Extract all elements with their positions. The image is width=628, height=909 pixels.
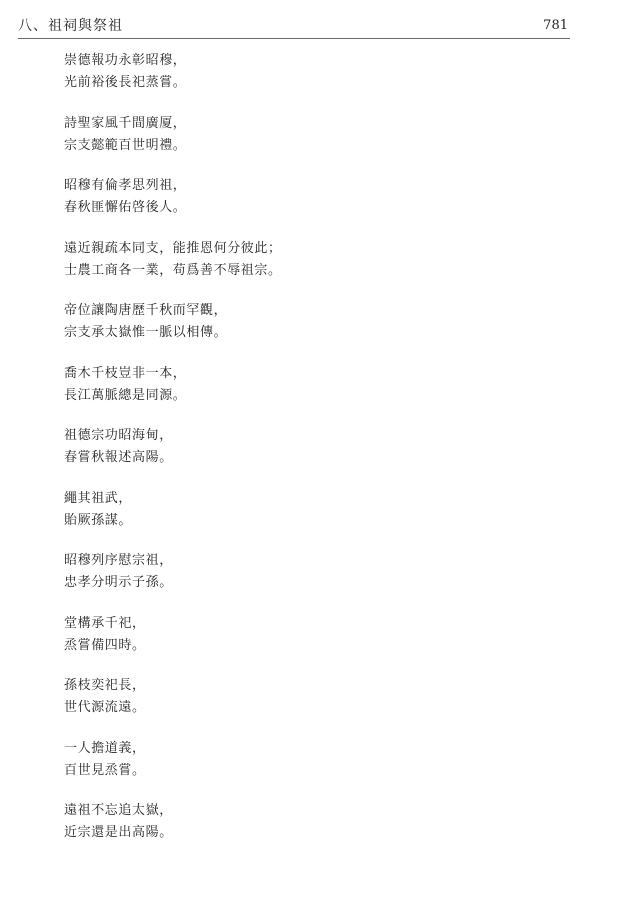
couplet-second-line: 光前裕後長祀蒸嘗。 [64, 75, 187, 90]
couplet [64, 550, 584, 613]
couplet-first-line: 帝位讓陶唐歷千秋而罕觀， [64, 303, 228, 318]
couplet-first-line: 崇德報功永彰昭穆， [64, 53, 187, 68]
couplet [64, 488, 584, 551]
couplet-first-line: 喬木千枝豈非一本， [64, 365, 187, 381]
couplet-second-line: 世代源流遠。 [64, 700, 146, 715]
couplet-first-line: 祖德宗功昭海甸， [64, 428, 173, 443]
chapter-title: 八、祖祠與祭祖 [18, 18, 123, 34]
couplet [64, 50, 584, 113]
couplet-second-line: 百世見烝嘗。 [64, 762, 146, 778]
couplet [64, 238, 584, 301]
couplet-second-line: 宗支承太嶽惟一脈以相傳。 [64, 325, 228, 340]
couplet-second-line: 貽厥孫謀。 [64, 512, 133, 528]
couplet-first-line: 昭穆有倫孝思列祖， [64, 178, 187, 193]
couplet-first-line: 昭穆列序慰宗祖， [64, 553, 173, 568]
couplet-first-line: 詩聖家風千間廣厦， [64, 115, 187, 131]
couplet [64, 800, 584, 863]
couplet [64, 113, 584, 176]
couplet [64, 738, 584, 801]
couplet [64, 300, 584, 363]
couplet [64, 675, 584, 738]
couplet-second-line: 烝嘗備四時。 [64, 637, 146, 653]
page-number: 781 [543, 18, 568, 33]
couplet-second-line: 近宗還是出高陽。 [64, 825, 173, 840]
couplet-second-line: 士農工商各一業，苟爲善不辱祖宗。 [64, 262, 282, 278]
couplet-first-line: 遠祖不忘追太嶽， [64, 803, 173, 818]
couplet-second-line: 春嘗秋報述高陽。 [64, 450, 173, 465]
couplet-list [64, 50, 584, 863]
couplet [64, 175, 584, 238]
couplet-first-line: 堂構承千祀， [64, 615, 146, 631]
couplet-second-line: 長江萬脈總是同源。 [64, 387, 187, 403]
couplet-first-line: 一人擔道義， [64, 740, 146, 756]
couplet-first-line: 繩其祖武， [64, 490, 133, 506]
couplet [64, 613, 584, 676]
couplet-second-line: 宗支懿範百世明禮。 [64, 137, 187, 153]
couplet-first-line: 遠近親疏本同支，能推恩何分彼此； [64, 240, 282, 256]
couplet-second-line: 忠孝分明示子孫。 [64, 575, 173, 590]
running-head [18, 16, 570, 39]
couplet [64, 363, 584, 426]
couplet-first-line: 孫枝奕祀長， [64, 678, 146, 693]
couplet-second-line: 春秋匪懈佑啓後人。 [64, 200, 187, 215]
couplet [64, 425, 584, 488]
